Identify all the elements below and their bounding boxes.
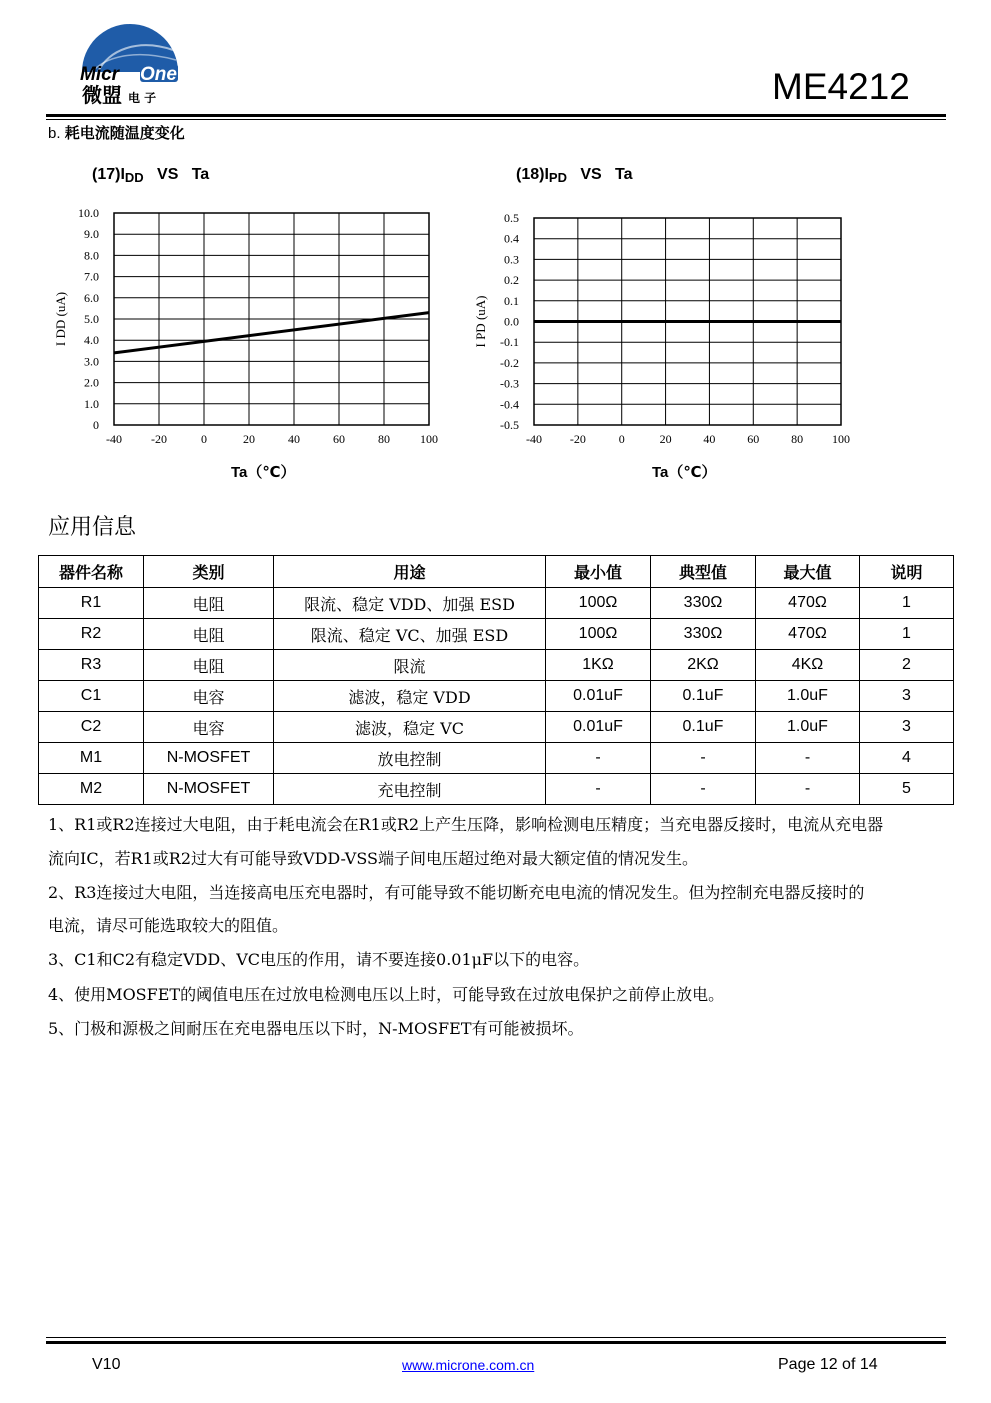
header-rule-thick: [46, 114, 946, 117]
table-row: [39, 588, 954, 619]
cell: 充电控制: [274, 774, 546, 805]
y-tick-label: -0.2: [500, 355, 519, 370]
cell: R2: [39, 619, 144, 650]
section-heading: [48, 122, 185, 143]
x-tick-label: 20: [243, 432, 255, 446]
col-device-name: 器件名称: [39, 556, 144, 588]
cell: 限流: [274, 650, 546, 681]
cell: -: [756, 774, 860, 805]
cell: -: [546, 774, 651, 805]
y-tick-label: -0.5: [500, 418, 519, 432]
cell: 100Ω: [546, 619, 651, 650]
y-tick-label: 0.4: [504, 231, 519, 246]
col-max: 最大值: [756, 556, 860, 588]
note-5: 5、门极和源极之间耐压在充电器电压以下时，N-MOSFET有可能被损坏。: [48, 1019, 584, 1038]
y-tick-label: -0.3: [500, 376, 519, 391]
cell: 限流、稳定 VDD、加强 ESD: [274, 588, 546, 619]
cell: 1KΩ: [546, 650, 651, 681]
x-tick-label: 20: [659, 432, 672, 446]
cell: -: [651, 774, 756, 805]
y-tick-label: 1.0: [84, 396, 99, 411]
section-prefix: b.: [48, 125, 61, 142]
y-tick-label: 7.0: [84, 269, 99, 284]
note-1-line-2: 流向IC，若R1或R2过大有可能导致VDD-VSS端子间电压超过绝对最大额定值的情况发生。: [48, 849, 698, 868]
chart-18-ipd-vs-ta: [470, 200, 870, 460]
table-row: [39, 743, 954, 774]
cell: -: [651, 743, 756, 774]
section-title: 耗电流随温度变化: [64, 124, 185, 142]
cell: 限流、稳定 VC、加强 ESD: [274, 619, 546, 650]
cell: 电阻: [144, 588, 274, 619]
cell: 电阻: [144, 619, 274, 650]
y-tick-label: -0.4: [500, 397, 519, 412]
cell: -: [756, 743, 860, 774]
cell: 滤波，稳定 VC: [274, 712, 546, 743]
col-category: 类别: [144, 556, 274, 588]
x-tick-label: 60: [333, 432, 345, 446]
y-tick-label: 5.0: [84, 312, 99, 326]
y-tick-label: 0: [93, 418, 99, 432]
chart-18-title: $(18)I_{PD}$ VS Ta: [516, 166, 633, 185]
cell: 电容: [144, 681, 274, 712]
note-1-line-1: 1、R1或R2连接过大电阻，由于耗电流会在R1或R2上产生压降，影响检测电压精度；当充电器反接时，电流从充电器: [48, 815, 884, 834]
col-typ: 典型值: [651, 556, 756, 588]
cell: 330Ω: [651, 619, 756, 650]
footer-version: V10: [92, 1356, 121, 1373]
y-tick-label: 6.0: [84, 290, 99, 305]
x-tick-label: 0: [201, 432, 207, 446]
y-tick-label: 0.3: [504, 252, 519, 267]
cell: 0.1uF: [651, 712, 756, 743]
cell: 470Ω: [756, 619, 860, 650]
note-4: 4、使用MOSFET的阈值电压在过放电检测电压以上时，可能导致在过放电保护之前停止放电。: [48, 985, 725, 1004]
cell: C1: [39, 681, 144, 712]
application-table: [38, 555, 954, 805]
table-row: [39, 681, 954, 712]
cell: M2: [39, 774, 144, 805]
x-tick-label: 100: [832, 432, 850, 446]
cell: N-MOSFET: [144, 743, 274, 774]
svg-text:Micr: Micr: [80, 64, 120, 85]
y-tick-label: 2.0: [84, 375, 99, 390]
col-purpose: 用途: [274, 556, 546, 588]
cell: M1: [39, 743, 144, 774]
cell: 0.01uF: [546, 712, 651, 743]
table-header-row: [39, 556, 954, 588]
y-tick-label: 4.0: [84, 333, 99, 348]
x-tick-label: -40: [106, 432, 122, 446]
cell: 2KΩ: [651, 650, 756, 681]
y-axis-label: I DD (uA): [53, 291, 68, 347]
chart-18-xlabel: Ta（℃）: [652, 464, 717, 481]
svg-text:微盟: 微盟: [82, 83, 122, 107]
cell: 0.1uF: [651, 681, 756, 712]
x-tick-label: 60: [747, 432, 760, 446]
x-tick-label: -20: [569, 432, 586, 446]
cell: 滤波，稳定 VDD: [274, 681, 546, 712]
x-tick-label: 0: [618, 432, 625, 446]
document-title: ME4212: [772, 66, 910, 107]
note-2-line-1: 2、R3连接过大电阻，当连接高电压充电器时，有可能导致不能切断充电电流的情况发生。但为控制充电器反接时的: [48, 883, 865, 902]
y-tick-label: -0.1: [500, 335, 519, 350]
y-axis-label: I PD (uA): [473, 295, 488, 348]
svg-text:One: One: [140, 64, 177, 85]
y-tick-label: 0.0: [504, 314, 519, 329]
y-tick-label: 0.1: [504, 293, 519, 308]
y-tick-label: 0.2: [504, 273, 519, 288]
note-3: 3、C1和C2有稳定VDD、VC电压的作用，请不要连接0.01μF以下的电容。: [48, 950, 590, 969]
cell: C2: [39, 712, 144, 743]
y-tick-label: 3.0: [84, 354, 99, 369]
table-row: [39, 774, 954, 805]
cell: 电阻: [144, 650, 274, 681]
x-tick-label: -40: [526, 432, 542, 446]
cell: 470Ω: [756, 588, 860, 619]
cell: R1: [39, 588, 144, 619]
col-min: 最小值: [546, 556, 651, 588]
cell: 0.01uF: [546, 681, 651, 712]
microne-logo: [78, 20, 188, 110]
cell: R3: [39, 650, 144, 681]
y-tick-label: 8.0: [84, 248, 99, 263]
chart-17-idd-vs-ta: [50, 200, 450, 460]
footer-page-number: Page 12 of 14: [778, 1356, 878, 1373]
x-tick-label: 80: [791, 432, 804, 446]
footer-website-link[interactable]: www.microne.com.cn: [402, 1357, 535, 1373]
table-row: [39, 712, 954, 743]
cell: N-MOSFET: [144, 774, 274, 805]
cell: -: [546, 743, 651, 774]
y-tick-label: 10.0: [78, 206, 99, 220]
chart-17-xlabel: Ta（℃）: [231, 464, 296, 481]
cell: 3: [860, 681, 954, 712]
x-tick-label: -20: [151, 432, 167, 446]
chart-17-title: $(17)I_{DD}$ VS Ta: [92, 166, 210, 185]
y-tick-label: 9.0: [84, 227, 99, 242]
application-info-heading: 应用信息: [48, 515, 137, 540]
cell: 4KΩ: [756, 650, 860, 681]
cell: 1: [860, 619, 954, 650]
cell: 电容: [144, 712, 274, 743]
footer-rule-thin: [46, 1337, 946, 1338]
footer-rule-thick: [46, 1341, 946, 1344]
cell: 4: [860, 743, 954, 774]
svg-text:电 子: 电 子: [128, 91, 157, 105]
cell: 2: [860, 650, 954, 681]
cell: 1: [860, 588, 954, 619]
cell: 5: [860, 774, 954, 805]
col-note: 说明: [860, 556, 954, 588]
x-tick-label: 40: [703, 432, 716, 446]
cell: 1.0uF: [756, 681, 860, 712]
cell: 1.0uF: [756, 712, 860, 743]
cell: 3: [860, 712, 954, 743]
cell: 放电控制: [274, 743, 546, 774]
table-row: [39, 619, 954, 650]
note-2-line-2: 电流，请尽可能选取较大的阻值。: [48, 916, 289, 935]
x-tick-label: 40: [288, 432, 300, 446]
cell: 100Ω: [546, 588, 651, 619]
y-tick-label: 0.5: [504, 211, 519, 225]
x-tick-label: 80: [378, 432, 390, 446]
cell: 330Ω: [651, 588, 756, 619]
table-row: [39, 650, 954, 681]
x-tick-label: 100: [420, 432, 438, 446]
header-rule-thin: [46, 119, 946, 120]
